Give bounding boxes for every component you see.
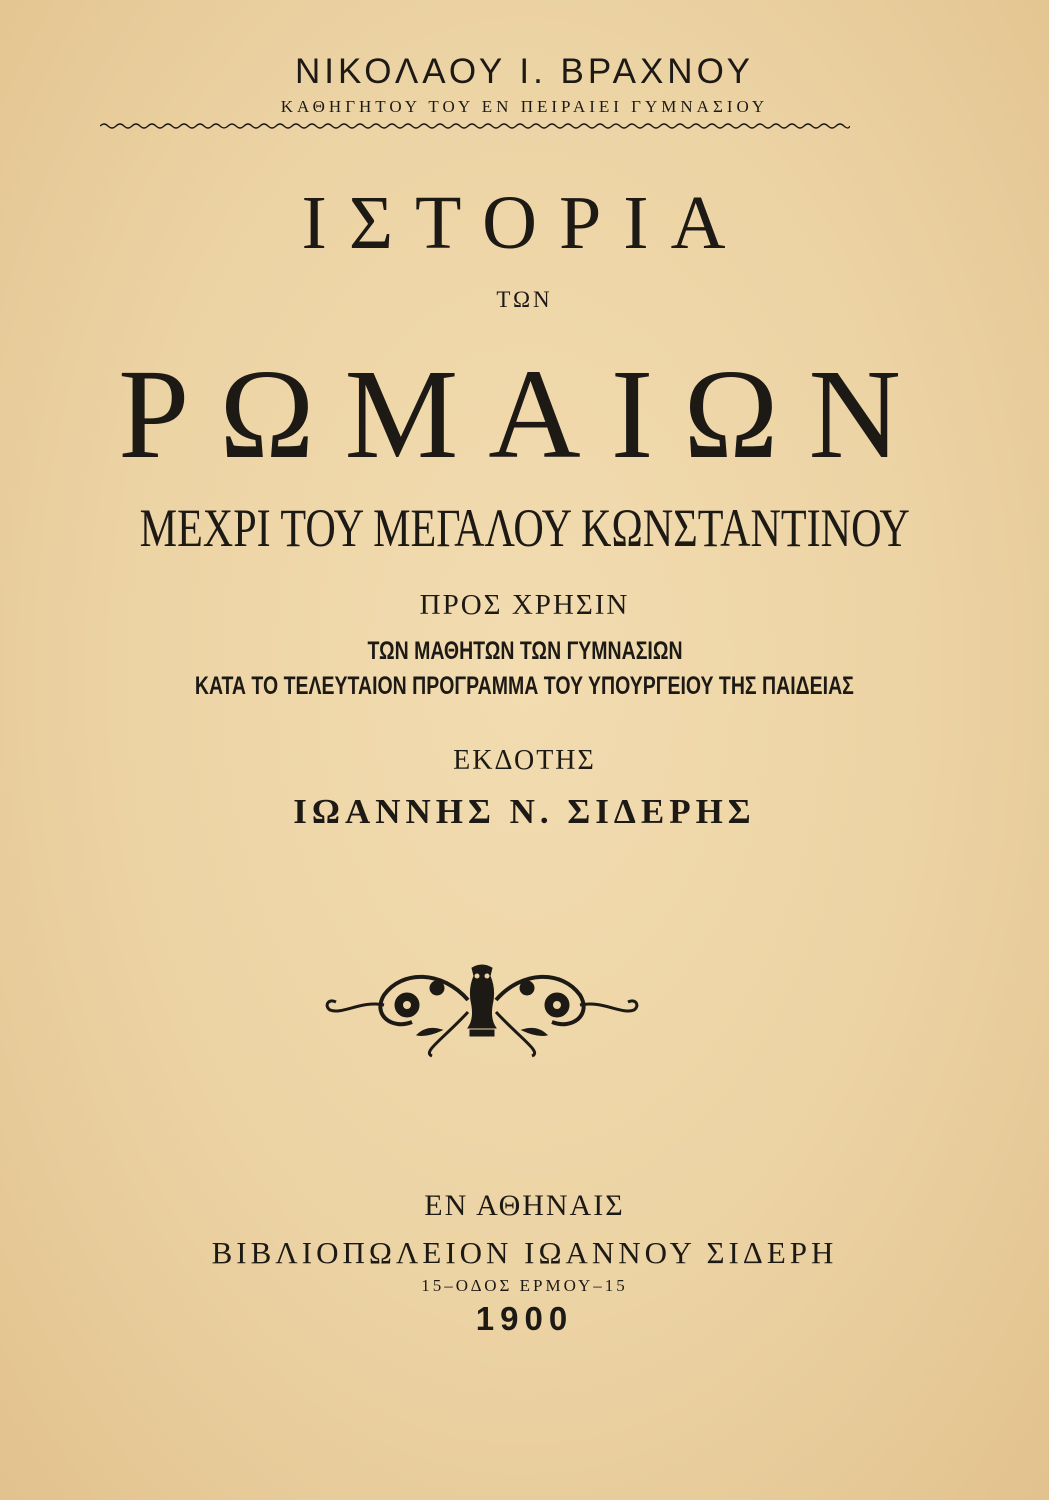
title-line-3: ΡΩΜΑΙΩΝ [118, 343, 931, 485]
author-role: ΚΑΘΗΓΗΤΟΥ ΤΟΥ ΕΝ ΠΕΙΡΑΙΕΙ ΓΥΜΝΑΣΙΟΥ [280, 97, 769, 116]
publisher-label: ΕΚΔΟΤΗΣ [453, 745, 596, 776]
author-name: ΝΙΚΟΛΑΟΥ Ι. ΒΡΑΧΝΟΥ [294, 52, 755, 91]
imprint-address: 15–ΟΔΟΣ ΕΡΜΟΥ–15 [421, 1276, 628, 1295]
purpose-line-2-text: ΤΩΝ ΜΑΘΗΤΩΝ ΤΩΝ ΓΥΜΝΑΣΙΩΝ [366, 637, 683, 665]
title-line-1: ΙΣΤΟΡΙΑ [301, 181, 748, 265]
purpose-line-3 [0, 672, 1049, 701]
publisher-name: ΙΩΑΝΝΗΣ Ν. ΣΙΔΕΡΗΣ [293, 792, 756, 831]
imprint-bookshop: ΒΙΒΛΙΟΠΩΛΕΙΟΝ ΙΩΑΝΝΟΥ ΣΙΔΕΡΗ [211, 1235, 838, 1270]
imprint-year: 1900 [475, 1300, 574, 1337]
purpose-line-2 [0, 637, 1049, 666]
purpose-line-1: ΠΡΟΣ ΧΡΗΣΙΝ [419, 589, 630, 621]
floral-owl-ornament-icon [322, 960, 642, 1060]
wavy-rule-divider [100, 120, 850, 130]
title-line-2: ΤΩΝ [496, 287, 553, 312]
imprint-city: ΕΝ ΑΘΗΝΑΙΣ [424, 1189, 625, 1222]
subtitle-text: ΜΕΧΡΙ ΤΟΥ ΜΕΓΑΛΟΥ ΚΩΝΣΤΑΝΤΙΝΟΥ [139, 498, 910, 558]
purpose-line-3-text: ΚΑΤΑ ΤΟ ΤΕΛΕΥΤΑΙΟΝ ΠΡΟΓΡΑΜΜΑ ΤΟΥ ΥΠΟΥΡΓΕΙΟΥ ΤΗΣ ΠΑΙΔΕΙΑΣ [195, 672, 854, 700]
subtitle [0, 497, 1049, 559]
